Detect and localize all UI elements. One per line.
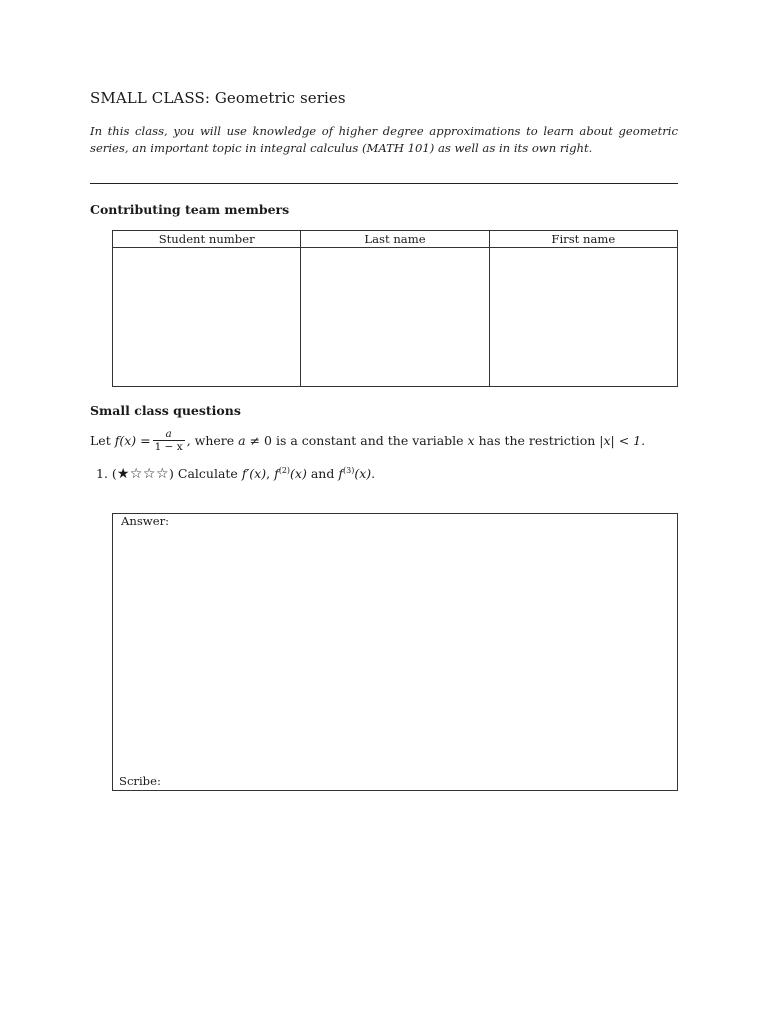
where-text: , where <box>186 433 235 448</box>
second-derivative-base: f <box>274 466 279 482</box>
sentence-end: . <box>641 433 646 448</box>
restriction-expression: |x| < 1 <box>599 433 642 448</box>
student-number-cell[interactable] <box>113 248 301 387</box>
function-definition <box>90 429 645 454</box>
column-header-first-name: First name <box>489 231 677 248</box>
question-1 <box>96 466 375 482</box>
third-derivative-arg: (x) <box>354 466 372 482</box>
last-name-cell[interactable] <box>301 248 489 387</box>
separator: , <box>266 466 271 482</box>
function-lhs: f(x) = <box>114 433 151 448</box>
questions-heading: Small class questions <box>90 403 241 418</box>
table-header-row <box>113 231 678 248</box>
answer-box[interactable] <box>112 513 678 791</box>
answer-label: Answer: <box>121 514 170 528</box>
difficulty-close: ) <box>169 466 174 482</box>
calculate-text: Calculate <box>177 466 238 482</box>
question-number: 1. <box>96 466 108 482</box>
fraction-numerator: a <box>165 428 172 440</box>
restriction-text: has the restriction <box>478 433 596 448</box>
horizontal-rule <box>90 183 678 184</box>
variable-x: x <box>467 433 475 448</box>
second-derivative-order: (2) <box>278 466 291 475</box>
constant-variable: a <box>238 433 246 448</box>
third-derivative-order: (3) <box>342 466 355 475</box>
first-name-cell[interactable] <box>489 248 677 387</box>
column-header-student-number: Student number <box>113 231 301 248</box>
scribe-label: Scribe: <box>119 774 161 788</box>
intro-paragraph: In this class, you will use knowledge of higher degree approximations to learn about geometric series, an important topic in integral calculus (MATH 101) as well as in its own right. <box>90 124 678 155</box>
third-derivative-base: f <box>338 466 343 482</box>
team-members-table <box>112 230 678 387</box>
first-derivative: f′(x) <box>241 466 267 482</box>
fraction-denominator: 1 − x <box>154 441 183 453</box>
difficulty-star-icon: ★☆☆☆ <box>116 466 170 483</box>
and-text: and <box>310 466 335 482</box>
difficulty-open: ( <box>111 466 117 482</box>
table-row <box>113 248 678 387</box>
team-members-heading: Contributing team members <box>90 202 290 217</box>
page-title: SMALL CLASS: Geometric series <box>90 89 346 107</box>
column-header-last-name: Last name <box>301 231 489 248</box>
constant-condition: ≠ 0 is a constant and the variable <box>249 433 464 448</box>
fraction <box>153 428 185 453</box>
second-derivative-arg: (x) <box>290 466 307 482</box>
question-end: . <box>371 466 376 482</box>
let-text: Let <box>90 433 111 448</box>
